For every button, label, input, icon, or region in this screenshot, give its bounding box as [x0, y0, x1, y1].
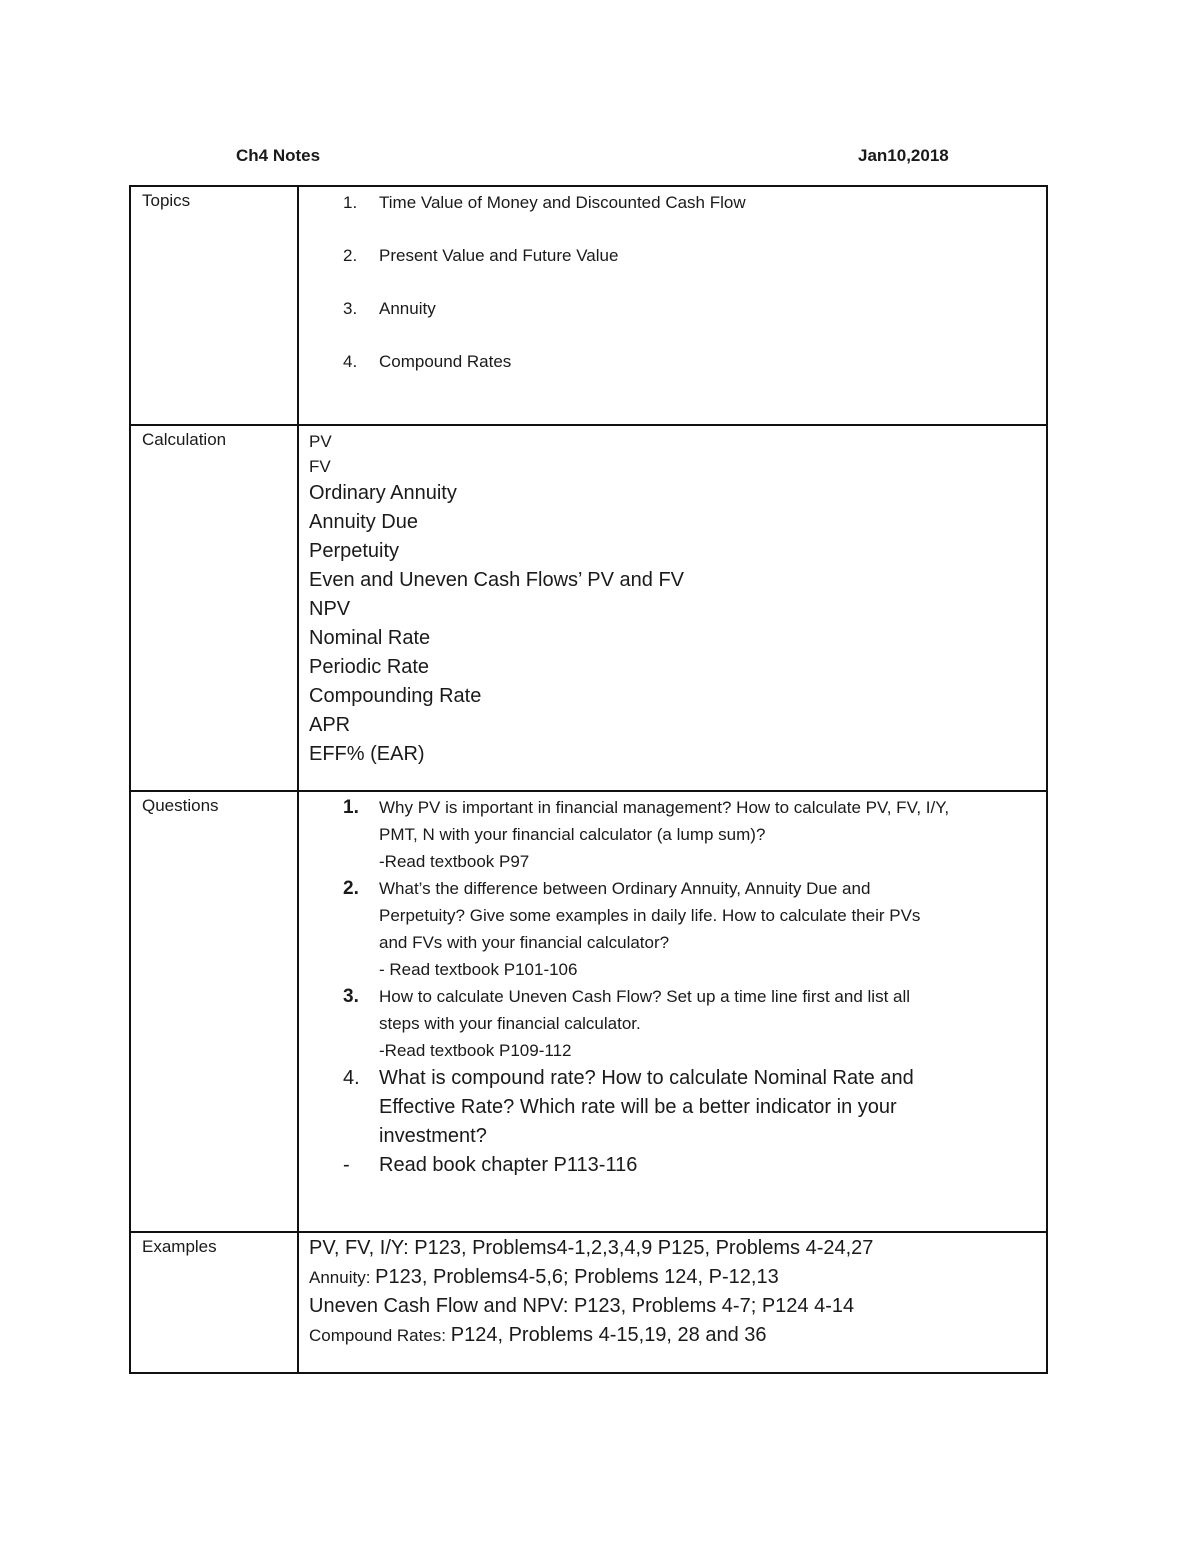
example-detail: P123, Problems4-5,6; Problems 124, P-12,13 [375, 1266, 779, 1288]
question-line: Perpetuity? Give some examples in daily life. How to calculate their PVs [379, 906, 921, 925]
questions-label: Questions [142, 796, 219, 815]
list-item [309, 983, 1036, 1064]
list-item [309, 348, 1036, 401]
page-title: Ch4 Notes [236, 146, 321, 165]
question-line: investment? [379, 1125, 487, 1147]
examples-label: Examples [142, 1237, 217, 1256]
question-line: steps with your financial calculator. [379, 1014, 641, 1033]
list-item [309, 1151, 1036, 1180]
example-line [309, 1234, 1036, 1263]
list-number: 2. [343, 878, 359, 899]
question-line: Why PV is important in financial management? How to calculate PV, FV, I/Y, [379, 798, 950, 817]
example-detail: P123, Problems 4-7; P124 4-14 [573, 1295, 855, 1317]
list-item [309, 189, 1036, 242]
questions-list [309, 794, 1036, 1180]
calc-item: Annuity Due [309, 511, 418, 533]
question-line: and FVs with your financial calculator? [379, 933, 670, 952]
list-item [309, 242, 1036, 295]
calc-item: Perpetuity [309, 540, 400, 562]
example-lead: Compound Rates: [309, 1326, 451, 1345]
list-number: 1. [343, 797, 359, 818]
calculation-content [309, 429, 1036, 769]
topics-content [309, 189, 1036, 401]
calculation-label: Calculation [142, 430, 227, 449]
calc-item: Ordinary Annuity [309, 482, 457, 504]
example-detail: P123, Problems4-1,2,3,4,9 P125, Problems 4-24,27 [414, 1237, 874, 1259]
list-number: 4. [343, 1067, 360, 1089]
topics-list [309, 189, 1036, 401]
questions-content [309, 794, 1036, 1180]
question-line: Read book chapter P113-116 [379, 1154, 638, 1176]
list-item [309, 295, 1036, 348]
example-line [309, 1321, 1036, 1350]
calc-item: Even and Uneven Cash Flows’ PV and FV [309, 569, 685, 591]
page-date: Jan10,2018 [858, 146, 949, 165]
calc-item: FV [309, 457, 331, 476]
example-line [309, 1263, 1036, 1292]
calc-item: EFF% (EAR) [309, 743, 425, 765]
list-text: Time Value of Money and Discounted Cash Flow [379, 193, 746, 212]
list-text: Compound Rates [379, 352, 512, 371]
examples-row [131, 1231, 1046, 1374]
calc-item: Compounding Rate [309, 685, 482, 707]
question-line: - Read textbook P101-106 [379, 960, 578, 979]
list-number: 2. [343, 246, 358, 265]
examples-content [309, 1234, 1036, 1350]
example-lead: Uneven Cash Flow and NPV: [309, 1295, 574, 1317]
question-line: PMT, N with your financial calculator (a lump sum)? [379, 825, 766, 844]
list-number: 3. [343, 299, 358, 318]
list-number: 3. [343, 986, 359, 1007]
list-number: 1. [343, 193, 358, 212]
list-bullet: - [343, 1154, 350, 1176]
calc-item: Periodic Rate [309, 656, 430, 678]
list-item [309, 794, 1036, 875]
list-item [309, 1064, 1036, 1151]
calc-item: PV [309, 432, 332, 451]
question-line: What is compound rate? How to calculate Nominal Rate and [379, 1067, 914, 1089]
questions-row [131, 790, 1046, 1233]
example-line [309, 1292, 1036, 1321]
example-lead: PV, FV, I/Y: [309, 1237, 415, 1259]
question-line: -Read textbook P97 [379, 852, 530, 871]
list-text: Annuity [379, 299, 436, 318]
calc-item: Nominal Rate [309, 627, 431, 649]
list-text: Present Value and Future Value [379, 246, 619, 265]
example-lead: Annuity: [309, 1268, 376, 1287]
question-line: How to calculate Uneven Cash Flow? Set up a time line first and list all [379, 987, 911, 1006]
calc-item: NPV [309, 598, 351, 620]
question-line: Effective Rate? Which rate will be a better indicator in your [379, 1096, 897, 1118]
question-line: What’s the difference between Ordinary Annuity, Annuity Due and [379, 879, 871, 898]
notes-table [129, 185, 1048, 1374]
topics-label: Topics [142, 191, 191, 210]
calc-item: APR [309, 714, 351, 736]
list-number: 4. [343, 352, 358, 371]
calculation-row [131, 424, 1046, 792]
list-item [309, 875, 1036, 983]
example-detail: P124, Problems 4-15,19, 28 and 36 [450, 1324, 767, 1346]
topics-row [131, 187, 1046, 424]
question-line: -Read textbook P109-112 [379, 1041, 572, 1060]
